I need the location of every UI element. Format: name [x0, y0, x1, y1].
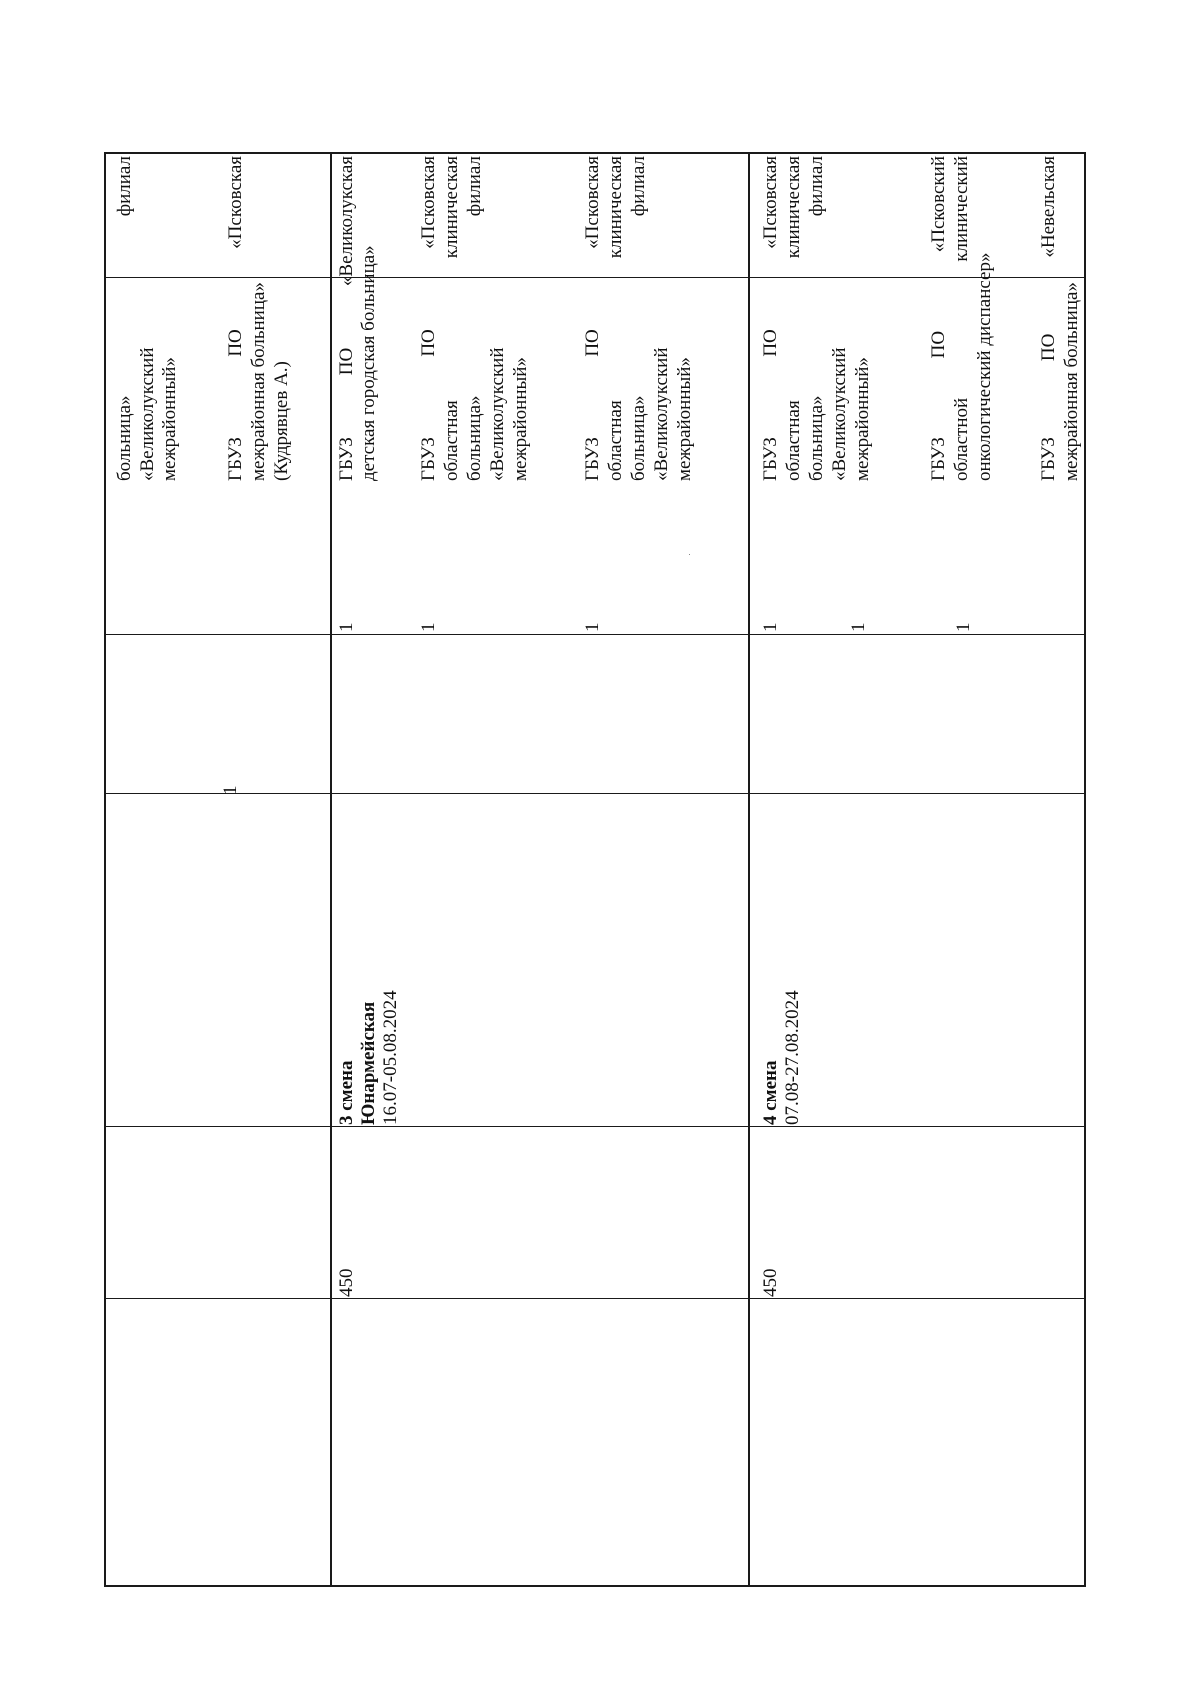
entry-line: областная клиническая: [783, 156, 804, 481]
entry-line: «Великолукский: [829, 347, 850, 481]
column-divider: [104, 1298, 1086, 1299]
entry-line: ГБУЗ ПО «Псковский: [928, 156, 949, 481]
entry-line: межрайонный»: [674, 357, 695, 481]
table-border-right: [1084, 152, 1086, 1587]
top-fragment-line: больница» филиал: [114, 156, 135, 481]
entry-count: 1: [953, 622, 974, 632]
entry-line: межрайонный»: [852, 357, 873, 481]
entry-count: 1: [760, 622, 781, 632]
shift-title: 3 смена: [336, 1060, 357, 1125]
top-fragment-line: «Великолукский: [137, 347, 158, 481]
entry-count: 1: [582, 622, 603, 632]
entry-count: 1: [848, 622, 869, 632]
entry-line: ГБУЗ ПО «Псковская: [418, 156, 439, 481]
table-border-bottom: [104, 1585, 1086, 1587]
top-fragment-count: 1: [220, 785, 241, 795]
entry-line: онкологический диспансер»: [974, 252, 995, 481]
entry-line: детская городская больница»: [358, 245, 379, 481]
column-divider: [104, 793, 1086, 794]
entry-line: межрайонная больница»: [1061, 282, 1082, 481]
entry-line: «Великолукский: [651, 347, 672, 481]
shift-name: Юнармейская: [358, 1001, 379, 1125]
table-border-left: [104, 152, 106, 1587]
scan-speck: [689, 554, 690, 555]
shift-dates: 07.08-27.08.2024: [782, 990, 803, 1125]
entry-line: областная клиническая: [605, 156, 626, 481]
shift-capacity: 450: [760, 1268, 781, 1297]
column-divider: [104, 1126, 1086, 1127]
shift-capacity: 450: [336, 1268, 357, 1297]
column-divider: [104, 634, 1086, 635]
entry-line: областная клиническая: [441, 156, 462, 481]
entry-line: ГБУЗ ПО «Великолукская: [336, 156, 357, 481]
row-divider: [330, 152, 332, 1587]
entry-line: больница» филиал: [628, 156, 649, 481]
row-divider: [748, 152, 750, 1587]
entry-line: больница» филиал: [806, 156, 827, 481]
top-fragment-line: межрайонный»: [159, 357, 180, 481]
entry-line: «Великолукский: [487, 347, 508, 481]
entry-line: межрайонный»: [510, 357, 531, 481]
entry-line: ГБУЗ ПО «Псковская: [582, 156, 603, 481]
entry-line: больница» филиал: [464, 156, 485, 481]
top-fragment-entry-line: межрайонная больница»: [248, 282, 269, 481]
entry-count: 1: [336, 622, 357, 632]
top-fragment-entry-line: ГБУЗ ПО «Псковская: [225, 156, 246, 481]
table-border-top: [104, 152, 1086, 154]
shift-dates: 16.07-05.08.2024: [380, 990, 401, 1125]
entry-line: областной клинический: [951, 156, 972, 481]
entry-line: ГБУЗ ПО «Псковская: [760, 156, 781, 481]
shift-title: 4 смена: [760, 1060, 781, 1125]
entry-line: ГБУЗ ПО «Невельская: [1038, 156, 1059, 481]
entry-count: 1: [418, 622, 439, 632]
top-fragment-entry-line: (Кудрявцев А.): [271, 361, 292, 481]
